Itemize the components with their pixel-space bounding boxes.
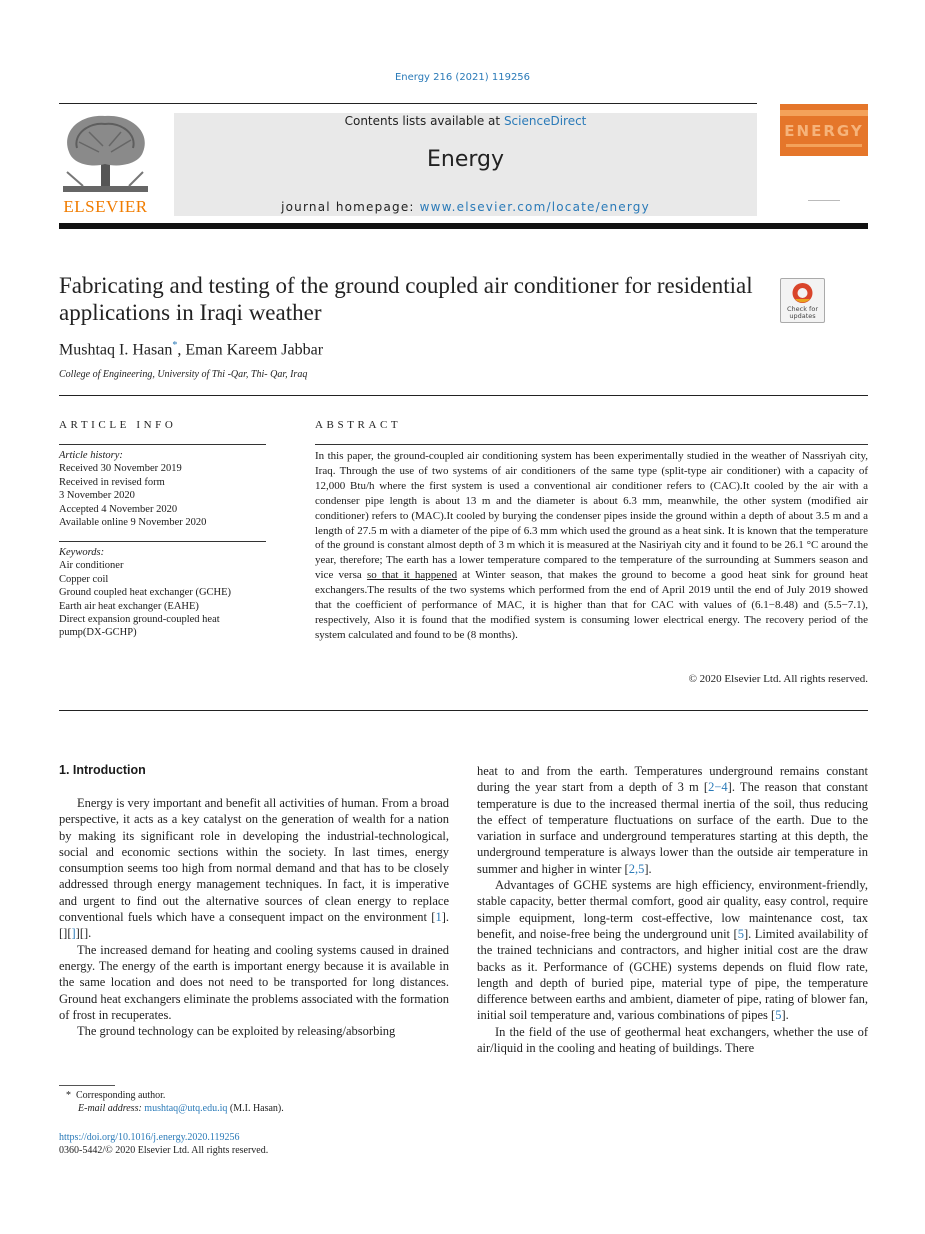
author-name: Mushtaq I. Hasan — [59, 341, 173, 359]
abstract-heading: ABSTRACT — [315, 419, 402, 431]
journal-name: Energy — [426, 147, 505, 172]
keyword-item: Copper coil — [59, 573, 109, 585]
body-column-right — [477, 763, 868, 1056]
check-for-updates-badge[interactable] — [780, 278, 825, 323]
keyword-item: pump(DX-GCHP) — [59, 627, 137, 639]
keywords-label: Keywords: — [59, 547, 105, 558]
doi-link[interactable] — [59, 1131, 240, 1144]
cover-caption-mark — [808, 200, 840, 213]
sciencedirect-link[interactable]: ScienceDirect — [503, 114, 587, 128]
body-column-left — [59, 795, 449, 1039]
article-title: Fabricating and testing of the ground coupled air conditioner for residential applications in Iraqi weather — [59, 273, 753, 325]
check-updates-label: Check for updates — [787, 305, 818, 320]
homepage-link[interactable]: www.elsevier.com/locate/energy — [419, 200, 650, 214]
text-run: Energy is very important and benefit all activities of human. From a broad perspective, it acts as a key catalyst on the generation of wealth for a nation by making its significant role in developing the industrial-technological, social and economic sections within the society. In last times, energy consumption seems too high from normal demand and that has to be closely addressed through energy management techniques. In fact, it is imperative and urgent to find out the alternative sources of clean energy to replace conventional fuels which have a consequent impact on the environment [ — [59, 796, 449, 925]
paragraph — [59, 795, 449, 942]
journal-banner — [174, 113, 757, 216]
section-heading-introduction: 1. Introduction — [59, 763, 146, 777]
info-rule — [59, 541, 266, 542]
contents-availability — [174, 114, 757, 128]
keyword-item: Ground coupled heat exchanger (GCHE) — [59, 587, 232, 599]
footnote-mark: * — [66, 1090, 71, 1101]
paragraph — [477, 877, 868, 1024]
article-info-heading: ARTICLE INFO — [59, 419, 177, 431]
email-link[interactable]: mushtaq@utq.edu.iq — [144, 1103, 228, 1114]
header-top-rule — [59, 103, 757, 104]
text-run: ]. The reason that constant temperature is due to the increased thermal inertia of the soil, thus reducing the effect of temperature fluctuations on surface of the earth. Due to the variation in surface and underground temperatures starting at this depth, the underground temperature is always lower than the outside air temperature in summer and higher in winter [ — [477, 780, 868, 876]
reference-link[interactable]: ] — [71, 926, 76, 941]
author-list — [59, 340, 323, 359]
abstract-copyright: © 2020 Elsevier Ltd. All rights reserved. — [688, 673, 868, 685]
email-label: E-mail address: — [78, 1103, 145, 1114]
journal-citation[interactable]: Energy 216 (2021) 119256 — [394, 72, 531, 83]
issn-copyright: 0360-5442/© 2020 Elsevier Ltd. All rights reserved. — [59, 1145, 269, 1156]
cover-title: ENERGY — [784, 122, 864, 140]
keywords-list — [59, 546, 269, 640]
history-item: Available online 9 November 2020 — [59, 517, 207, 529]
doi-link-text[interactable]: https://doi.org/10.1016/j.energy.2020.119256 — [59, 1132, 240, 1143]
cover-stripe — [780, 110, 868, 116]
text-run: ]. Limited availability of the trained technicians and contractors, and higher initial cost are the draw backs as it. Performance of (GCHE) systems depends on fluid flow rate, length and depth of buried pipe, material type of pipe, the temperature difference between earths and ambient, diameter of pipe, rating of blower fan, initial soil temperature and, various combinations of pipes [ — [477, 926, 868, 1023]
paragraph — [477, 763, 868, 877]
elsevier-logo — [59, 112, 152, 216]
keyword-item: Earth air heat exchanger (EAHE) — [59, 600, 199, 612]
reference-link[interactable]: 2−4 — [708, 780, 728, 795]
abstract-text — [315, 449, 868, 643]
elsevier-tree-icon — [59, 112, 152, 194]
homepage-prefix: journal homepage: — [281, 200, 420, 214]
header-thick-rule — [59, 223, 868, 229]
history-item: Received in revised form — [59, 476, 165, 488]
corresponding-author-mark[interactable]: * — [172, 340, 178, 351]
section-rule-top — [59, 395, 868, 396]
author-name: Eman Kareem Jabbar — [185, 341, 324, 359]
keyword-item: Air conditioner — [59, 560, 124, 572]
author-separator: , — [177, 341, 186, 359]
journal-homepage — [174, 200, 757, 214]
article-history — [59, 449, 269, 529]
reference-link[interactable]: 2,5 — [628, 861, 645, 876]
cover-stripe-bottom — [786, 144, 862, 147]
abstract-underlined-phrase: so that it happened — [366, 569, 458, 582]
check-updates-icon — [781, 279, 824, 306]
journal-cover-thumbnail[interactable] — [780, 104, 868, 156]
text-run: ]. [][ — [59, 910, 449, 941]
footnote-text: Corresponding author. — [76, 1090, 166, 1101]
text-run: ][]. — [75, 926, 92, 941]
paragraph: The ground technology can be exploited by releasing/absorbing — [77, 1024, 396, 1039]
section-rule-bottom — [59, 710, 868, 711]
email-suffix: (M.I. Hasan). — [227, 1103, 284, 1114]
abstract-part: In this paper, the ground-coupled air conditioning system has been experimentally studied in the weather of Nassriyah city, Iraq. Through the use of two systems of air conditioners of the same type (split-type air conditioner) with a capacity of 12,000 Btu/h where the first system is used a conventional air conditioner refers to (CAC).It cooled by the air with a condenser pipe length is about 13 m and the diameter is about 6.3 mm, meanwhile, the other system (modified air conditioner) refers to (MAC).It cooled by burying the condenser pipes inside the ground within a depth of about 3.5 m and a length of 27.5 m with a diameter of the pipe of 6.3 mm which used the ground as a heat sink. It is known that the temperature of the ground is constant almost depth of 3 m which it is measured at the Nasiriyah city and it found to be 26.1 °C around the year, therefore; The earth has a lower temperature compared to the temperature of the surrounding at Summers season and vice versa — [315, 450, 868, 582]
footnote-corresponding — [66, 1089, 165, 1102]
reference-link[interactable]: 5 — [737, 926, 744, 941]
contents-prefix: Contents lists available at — [344, 114, 504, 128]
keyword-item: Direct expansion ground-coupled heat — [59, 614, 220, 626]
text-run: ]. — [644, 861, 652, 876]
paragraph: The increased demand for heating and cooling systems caused in drained energy. The energy of the earth is important energy because it is available in the same location and does not need to be transported for long distances. Ground heat exchangers eliminate the problems associated with the formation of frost in recuperates. — [59, 942, 449, 1022]
info-rule — [59, 444, 266, 445]
abstract-rule — [315, 444, 868, 445]
history-item: Received 30 November 2019 — [59, 463, 182, 475]
text-run: heat to and from the earth. Temperatures underground remains constant during the year start from a depth of 3 m [ — [477, 764, 868, 795]
publisher-name: ELSEVIER — [63, 197, 148, 216]
abstract-part: at Winter season, that makes the ground to become a good heat sink for ground heat exchangers.The results of the two systems which performed from the end of April 2019 until the end of July 2019 showed that the coefficient of performance of MAC, it is higher than that for CAC with values of (6.1−8.48) and (5.5−7.1), respectively, Also it is found that the modified system is consuming lower electrical energy. The recovery period of the system calculated and found to be (8 months). — [315, 569, 868, 641]
history-item: 3 November 2020 — [59, 490, 135, 502]
history-label: Article history: — [59, 450, 123, 461]
reference-link[interactable]: 5 — [775, 1008, 782, 1023]
reference-link[interactable]: 1 — [435, 910, 442, 925]
affiliation: College of Engineering, University of Thi -Qar, Thi- Qar, Iraq — [59, 369, 308, 380]
footnote-email — [78, 1102, 284, 1115]
paragraph: In the field of the use of geothermal heat exchangers, whether the use of air/liquid in the cooling and heating of buildings. There — [477, 1024, 868, 1056]
footnote-rule — [59, 1085, 115, 1086]
text-run: Advantages of GCHE systems are high efficiency, environment-friendly, stable capacity, better thermal comfort, good air quality, easy control, require simple equipment, long-term cost-effective, low maintenance cost, tax benefit, and noise-free being the underground unit [ — [477, 878, 868, 941]
text-run: ]. — [781, 1008, 789, 1023]
history-item: Accepted 4 November 2020 — [59, 503, 178, 515]
